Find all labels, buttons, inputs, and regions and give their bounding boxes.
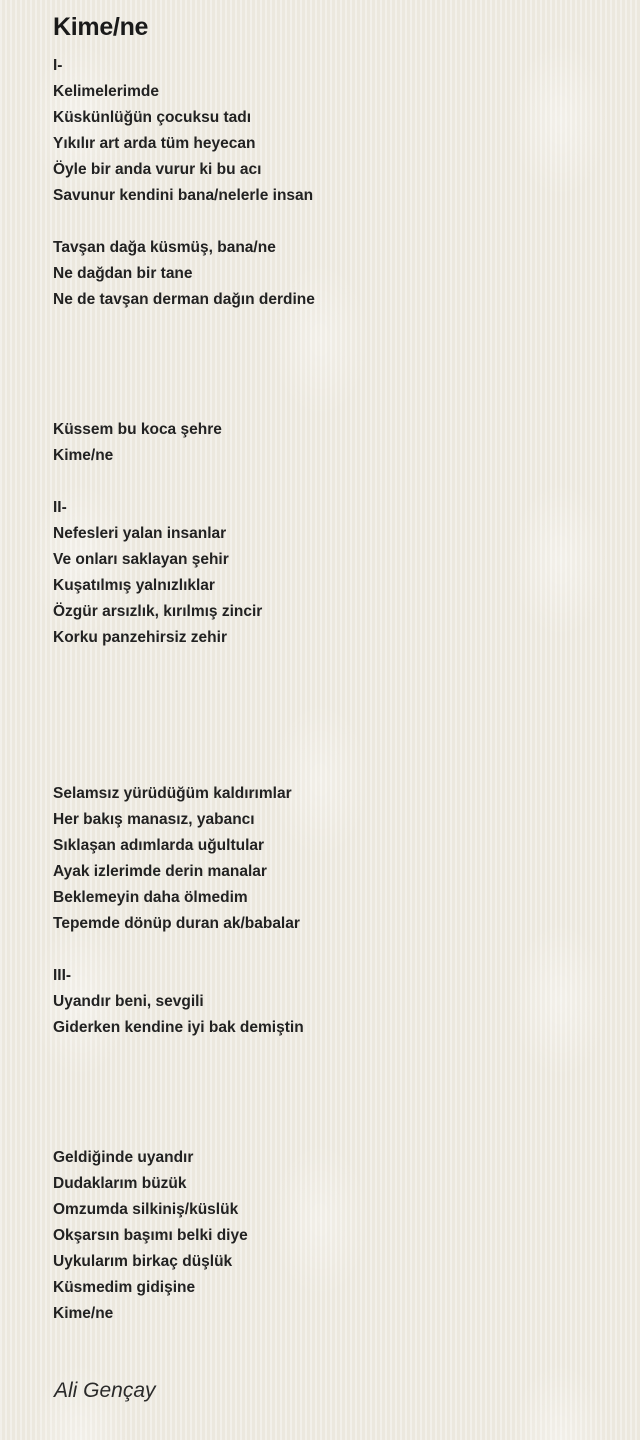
poem-blank-line <box>53 365 613 391</box>
poem-blank-line <box>53 755 613 781</box>
poem-line: Küskünlüğün çocuksu tadı <box>53 109 252 126</box>
poem-body <box>53 53 613 1327</box>
poem-author: Ali Gençay <box>54 1379 156 1402</box>
poem-line: Ve onları saklayan şehir <box>53 551 229 568</box>
poem-blank-line <box>53 339 613 365</box>
poem-line: Kelimelerimde <box>53 83 159 100</box>
poem-line: Giderken kendine iyi bak demiştin <box>53 1019 304 1036</box>
poem-line: Ayak izlerimde derin manalar <box>53 863 267 880</box>
poem-line: Uykularım birkaç düşlük <box>53 1253 233 1270</box>
poem-title: Kime/ne <box>53 13 149 41</box>
poem-line: II- <box>53 499 67 516</box>
poem-line: Kime/ne <box>53 1305 114 1322</box>
poem-blank-line <box>53 729 613 755</box>
poem-blank-line <box>53 313 613 339</box>
poem-line: Ne dağdan bir tane <box>53 265 193 282</box>
poem-line: III- <box>53 967 72 984</box>
poem-line: Beklemeyin daha ölmedim <box>53 889 248 906</box>
poem-line: Dudaklarım büzük <box>53 1175 187 1192</box>
poem-line: Okşarsın başımı belki diye <box>53 1227 248 1244</box>
poem-blank-line <box>53 391 613 417</box>
poem-line: Selamsız yürüdüğüm kaldırımlar <box>53 785 292 802</box>
poem-blank-line <box>53 209 613 235</box>
poem-line: Kime/ne <box>53 447 114 464</box>
poem-blank-line <box>53 1093 613 1119</box>
poem-line: Tavşan dağa küsmüş, bana/ne <box>53 239 276 256</box>
poem-line: Özgür arsızlık, kırılmış zincir <box>53 603 263 620</box>
poem-line: Her bakış manasız, yabancı <box>53 811 255 828</box>
poem-blank-line <box>53 677 613 703</box>
poem-line: Savunur kendini bana/nelerle insan <box>53 187 314 204</box>
poem-line: Geldiğinde uyandır <box>53 1149 194 1166</box>
poem-blank-line <box>53 1041 613 1067</box>
poem-line: Uyandır beni, sevgili <box>53 993 204 1010</box>
poem-container <box>53 12 613 1322</box>
poem-line: Öyle bir anda vurur ki bu acı <box>53 161 262 178</box>
poem-blank-line <box>53 469 613 495</box>
poem-line: Sıklaşan adımlarda uğultular <box>53 837 265 854</box>
poem-blank-line <box>53 1067 613 1093</box>
poem-line: Kuşatılmış yalnızlıklar <box>53 577 215 594</box>
poem-blank-line <box>53 1119 613 1145</box>
poem-line: I- <box>53 57 63 74</box>
poem-blank-line <box>53 937 613 963</box>
poem-line: Omzumda silkiniş/küslük <box>53 1201 239 1218</box>
poem-line: Tepemde dönüp duran ak/babalar <box>53 915 300 932</box>
poem-line: Küssem bu koca şehre <box>53 421 222 438</box>
poem-line: Yıkılır art arda tüm heyecan <box>53 135 256 152</box>
poem-blank-line <box>53 651 613 677</box>
poem-line: Nefesleri yalan insanlar <box>53 525 227 542</box>
poem-line: Küsmedim gidişine <box>53 1279 196 1296</box>
poem-blank-line <box>53 703 613 729</box>
poem-line: Ne de tavşan derman dağın derdine <box>53 291 315 308</box>
poem-line: Korku panzehirsiz zehir <box>53 629 227 646</box>
